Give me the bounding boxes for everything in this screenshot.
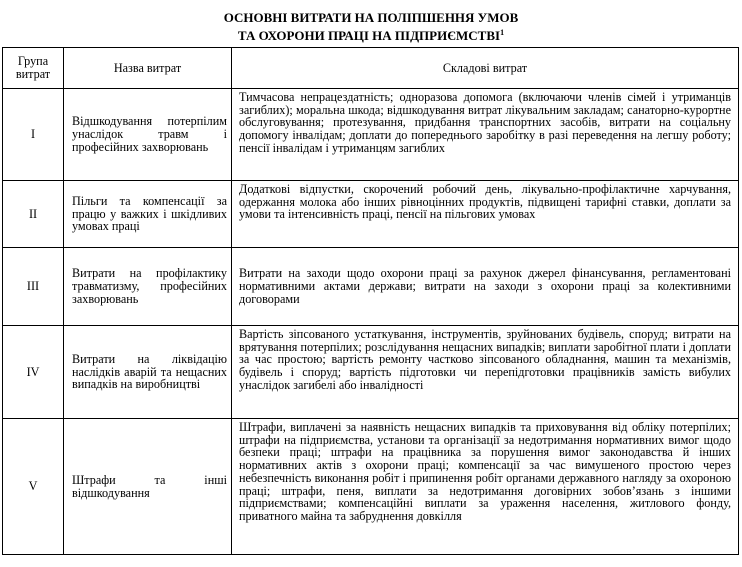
- components-cell: Штрафи, виплачені за наявність нещасних випадків та приховування від обліку потерпілих; штрафи на підприємства, установи та організації за недотримання нормативних вимог щодо безпеки праці; штрафи на працівника за порушення вимог законодавства й інших нормативних актів з охорони праці; компенсації за час вимушеного простою через небезпечність виконання робіт і припинення робіт органами державного нагляду за охороною праці; штрафи, пеня, виплати за недотримання договірних зобов’язань з іншими підприємствами; компенсаційні виплати за ураження населення, житлового фонду, приватного майна та забруднення довкілля: [232, 419, 739, 555]
- group-cell: IV: [3, 326, 64, 419]
- components-cell: Витрати на заходи щодо охорони праці за рахунок джерел фінансування, регламентовані нормативними актами держави; витрати на заходи з охорони праці за колективними договорами: [232, 248, 739, 326]
- name-cell: Витрати на ліквідацію наслідків аварій та нещасних випадків на виробництві: [64, 326, 232, 419]
- group-cell: V: [3, 419, 64, 555]
- name-cell: Витрати на профілактику травматизму, професійних захворювань: [64, 248, 232, 326]
- footnote-mark: 1: [500, 28, 505, 37]
- expenses-table: [2, 47, 739, 555]
- title-line-2-text: ТА ОХОРОНИ ПРАЦІ НА ПІДПРИЄМСТВІ: [237, 28, 501, 43]
- components-cell: Вартість зіпсованого устаткування, інструментів, зруйнованих будівель, споруд; витрати на врятування потерпілих; розслідування нещасних випадків; виплати заробітної плати і доплати за час простою; вартість ремонту частково зіпсованого обладнання, машин та механізмів, будівель і споруд; вартість підготовки чи перепідготовки працівників замість вибулих унаслідок загибелі або інвалідності: [232, 326, 739, 419]
- group-cell: III: [3, 248, 64, 326]
- table-row: [3, 419, 739, 555]
- header-components: Складові витрат: [232, 48, 739, 89]
- table-row: [3, 89, 739, 181]
- title-line-1: ОСНОВНІ ВИТРАТИ НА ПОЛІПШЕННЯ УМОВ: [223, 10, 519, 25]
- title-line-2: [0, 25, 742, 43]
- components-cell: Додаткові відпустки, скорочений робочий день, лікувально-профілактичне харчування, одержання молока або інших рівноцінних продуктів, підвищені тарифні ставки, доплати за умови та інтенсивність праці, пенсії на пільгових умовах: [232, 181, 739, 248]
- table-row: [3, 181, 739, 248]
- header-name: Назва витрат: [64, 48, 232, 89]
- document-title: [0, 10, 742, 43]
- table-row: [3, 326, 739, 419]
- name-cell: Штрафи та інші відшкодування: [64, 419, 232, 555]
- name-cell: Пільги та компенсації за працю у важких і шкідливих умовах праці: [64, 181, 232, 248]
- components-cell: Тимчасова непрацездатність; одноразова допомога (включаючи членів сімей і утриманців загиблих); моральна шкода; відшкодування витрат лікувальним закладам; санаторно-курортне обслуговування; протезування, придбання транспортних засобів, витрати на соціальну допомогу інвалідам; доплати до попереднього заробітку в разі переведення на легшу роботу; пенсії інвалідам і утриманцям загиблих: [232, 89, 739, 181]
- group-cell: II: [3, 181, 64, 248]
- group-cell: I: [3, 89, 64, 181]
- header-group: Група витрат: [3, 48, 64, 89]
- table-header-row: [3, 48, 739, 89]
- table-row: [3, 248, 739, 326]
- name-cell: Відшкодування потерпілим унаслідок травм і професійних захворювань: [64, 89, 232, 181]
